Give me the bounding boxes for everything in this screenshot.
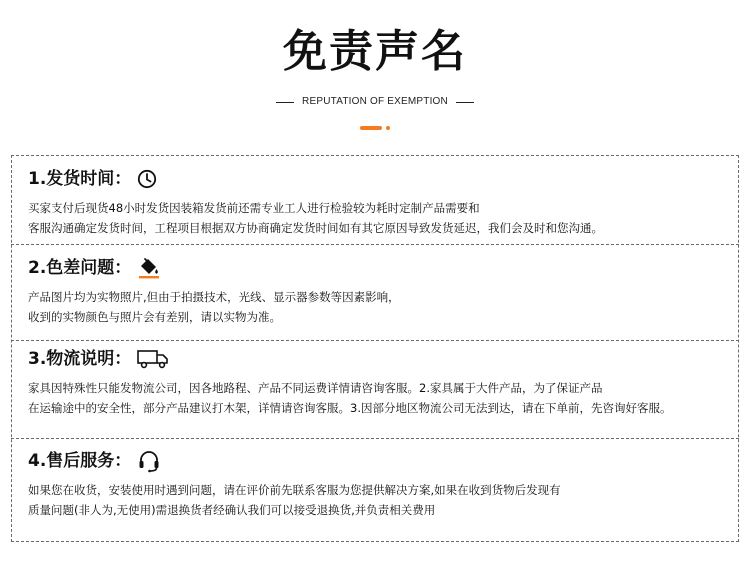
section-title-row bbox=[28, 448, 733, 474]
section-text-line: 在运输途中的安全性，部分产品建议打木架，详情请咨询客服。3.因部分地区物流公司无法到达，请在下单前，先咨询好客服。 bbox=[28, 401, 672, 415]
headset-icon bbox=[137, 449, 161, 473]
section-text-line: 家具因特殊性只能发物流公司，因各地路程、产品不同运费详情请咨询客服。2.家具属于大件产品，为了保证产品 bbox=[28, 381, 603, 395]
section-text-line: 收到的实物颜色与照片会有差别，请以实物为准。 bbox=[28, 310, 281, 324]
page-subtitle: REPUTATION OF EXEMPTION bbox=[302, 96, 448, 107]
section-text-line: 产品图片均为实物照片,但由于拍摄技术，光线、显示器参数等因素影响， bbox=[28, 290, 400, 304]
section-after-sales bbox=[28, 448, 733, 520]
page-header bbox=[0, 0, 750, 150]
section-text-line: 买家支付后现货48小时发货因装箱发货前还需专业工人进行检验较为耗时定制产品需要和 bbox=[28, 201, 480, 215]
section-text-line: 客服沟通确定发货时间，工程项目根据双方协商确定发货时间如有其它原因导致发货延迟，我们会及时和您沟通。 bbox=[28, 221, 603, 235]
section-body bbox=[28, 480, 733, 520]
section-title-row bbox=[28, 346, 733, 372]
section-divider-1 bbox=[11, 244, 739, 245]
subtitle-left-rule bbox=[276, 102, 294, 103]
section-title-row bbox=[28, 255, 733, 281]
paint-bucket-icon bbox=[137, 257, 161, 279]
section-title-row bbox=[28, 166, 733, 192]
accent-dot bbox=[386, 126, 390, 130]
section-body bbox=[28, 198, 733, 238]
subtitle-right-rule bbox=[456, 102, 474, 103]
section-shipping-time bbox=[28, 166, 733, 238]
truck-icon bbox=[137, 349, 169, 369]
section-divider-2 bbox=[11, 340, 739, 341]
section-body bbox=[28, 378, 733, 418]
accent-bar bbox=[360, 126, 382, 130]
page-title: 免责声名 bbox=[283, 26, 467, 77]
section-title: 3.物流说明： bbox=[28, 349, 132, 369]
section-text-line: 如果您在收货，安装使用时遇到问题，请在评价前先联系客服为您提供解决方案,如果在收到货物后发现有 bbox=[28, 483, 561, 497]
section-text-line: 质量问题(非人为,无使用)需退换货者经确认我们可以接受退换货,并负责相关费用 bbox=[28, 503, 436, 517]
section-title: 1.发货时间： bbox=[28, 169, 132, 189]
section-divider-3 bbox=[11, 438, 739, 439]
orange-accent-mark bbox=[360, 126, 390, 130]
section-logistics bbox=[28, 346, 733, 418]
section-color-difference bbox=[28, 255, 733, 327]
section-body bbox=[28, 287, 733, 327]
section-title: 4.售后服务： bbox=[28, 451, 132, 471]
clock-icon bbox=[137, 169, 157, 189]
subtitle-row bbox=[0, 95, 750, 109]
section-title: 2.色差问题： bbox=[28, 258, 132, 278]
